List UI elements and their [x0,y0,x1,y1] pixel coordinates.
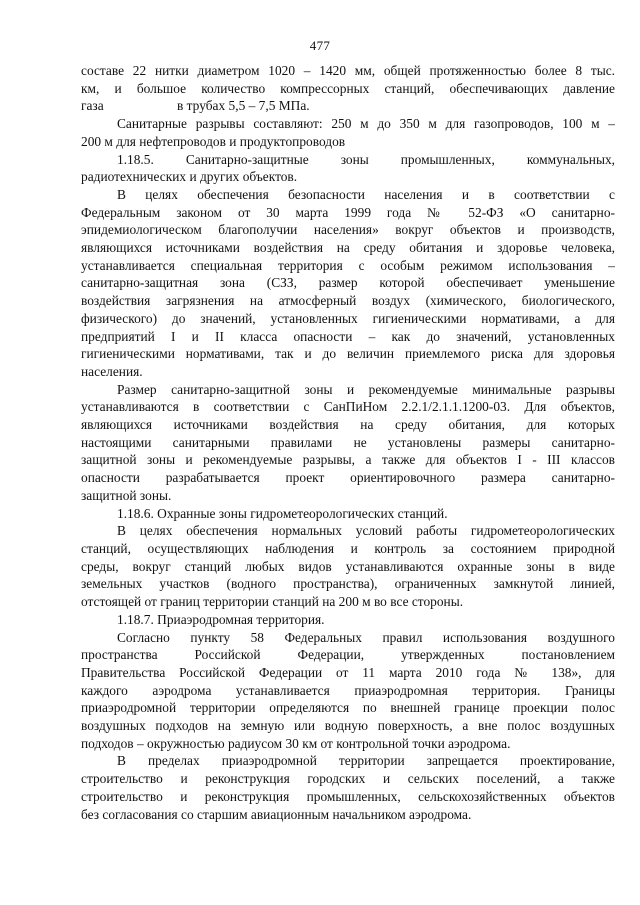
line-fragment: газа [81,98,104,114]
paragraph-line: Согласно пункту 58 Федеральных правил использования воздушного [117,629,615,645]
paragraph-line: подходов – окружностью радиусом 30 км от контрольной точки аэродрома. [81,735,511,751]
paragraph-line: строительство и реконструкция городских и сельских поселений, а также [81,771,615,787]
paragraph-line: защитной зоны и рекомендуемые разрывы, а также для объектов I - III классов [81,452,615,468]
paragraph-line: устанавливаются в соответствии с СанПиНом 2.2.1/2.1.1.1200-03. Для объектов, [81,399,615,415]
paragraph-p1 [81,62,615,115]
paragraph-line: станций, осуществляющих наблюдения и контроль за состоянием природной [81,540,615,556]
paragraph-line: 1.18.5. Санитарно-защитные зоны промышленных, коммунальных, [117,151,615,167]
paragraph-p2 [81,115,615,150]
paragraph-line: являющихся источниками воздействия на среду обитания и здоровье человека, [81,240,615,256]
paragraph-line: В целях обеспечения безопасности населения и в соответствии с [117,186,615,202]
paragraph-p6 [81,505,615,523]
paragraph-line: В пределах приаэродромной территории запрещается проектирование, [117,753,615,769]
page-number: 477 [309,38,331,53]
paragraph-p8 [81,611,615,629]
paragraph-line: среды, вокруг станций любых видов устанавливаются охранные зоны в виде [81,558,615,574]
paragraph-p4 [81,186,615,381]
paragraph-p3 [81,151,615,186]
paragraph-line: Правительства Российской Федерации от 11 марта 2010 года № 138», для [81,664,615,680]
paragraph-p9 [81,629,615,753]
paragraph-line: физического) до значений, установленных гигиеническими нормативами, а для [81,310,615,326]
paragraph-line: опасности разрабатывается проект ориентировочного размера санитарно- [81,470,615,486]
line-fragment: в трубах 5,5 – 7,5 МПа. [177,98,310,114]
paragraph-line: Санитарные разрывы составляют: 250 м до 350 м для газопроводов, 100 м – [117,116,615,132]
paragraph-line: В целях обеспечения нормальных условий работы гидрометеорологических [117,523,615,539]
paragraph-line: каждого аэродрома устанавливается приаэродромная территория. Границы [81,682,615,698]
paragraph-line: предприятий I и II класса опасности – как до значений, установленных [81,328,615,344]
paragraph-line: эпидемиологическом благополучии населения» вокруг объектов и производств, [81,222,615,238]
paragraph-line: воздействия загрязнения на атмосферный воздух (химического, биологического, [81,293,615,309]
document-body [81,62,615,823]
paragraph-line: 1.18.7. Приаэродромная территория. [117,611,325,627]
paragraph-p5 [81,381,615,505]
paragraph-line [81,97,615,115]
paragraph-line: Федеральным законом от 30 марта 1999 года № 52-ФЗ «О санитарно- [81,204,615,220]
paragraph-line: 1.18.6. Охранные зоны гидрометеорологических станций. [117,505,448,521]
paragraph-line: санитарно-защитная зона (СЗЗ, размер которой обеспечивает уменьшение [81,275,615,291]
paragraph-line: пространства Российской Федерации, утвержденных постановлением [81,647,615,663]
paragraph-line: устанавливается специальная территория с особым режимом использования – [81,257,615,273]
paragraph-line: без согласования со старшим авиационным начальником аэродрома. [81,806,472,822]
paragraph-line: защитной зоны. [81,487,172,503]
paragraph-p7 [81,522,615,611]
paragraph-p10 [81,752,615,823]
paragraph-line: км, и большое количество компрессорных станций, обеспечивающих давление [81,80,615,96]
paragraph-line: Размер санитарно-защитной зоны и рекомендуемые минимальные разрывы [117,381,615,397]
paragraph-line: гигиеническими нормативами, так и до величин приемлемого риска для здоровья [81,346,615,362]
paragraph-line: воздушных подходов на земную или водную поверхность, а вне полос воздушных [81,718,615,734]
paragraph-line: строительство и реконструкция промышленных, сельскохозяйственных объектов [81,788,615,804]
paragraph-line: настоящими санитарными правилами не установлены размеры санитарно- [81,434,615,450]
paragraph-line: земельных участков (водного пространства), ограниченных замкнутой линией, [81,576,615,592]
paragraph-line: являющихся источниками воздействия на среду обитания, для которых [81,417,615,433]
paragraph-line: приаэродромной территории определяются по внешней границе проекции полос [81,700,615,716]
paragraph-line: 200 м для нефтепроводов и продуктопроводов [81,133,346,149]
paragraph-line: составе 22 нитки диаметром 1020 – 1420 мм, общей протяженностью более 8 тыс. [81,63,615,78]
paragraph-line: населения. [81,363,143,379]
paragraph-line: радиотехнических и других объектов. [81,169,298,185]
paragraph-line: отстоящей от границ территории станций на 200 м во все стороны. [81,594,464,610]
